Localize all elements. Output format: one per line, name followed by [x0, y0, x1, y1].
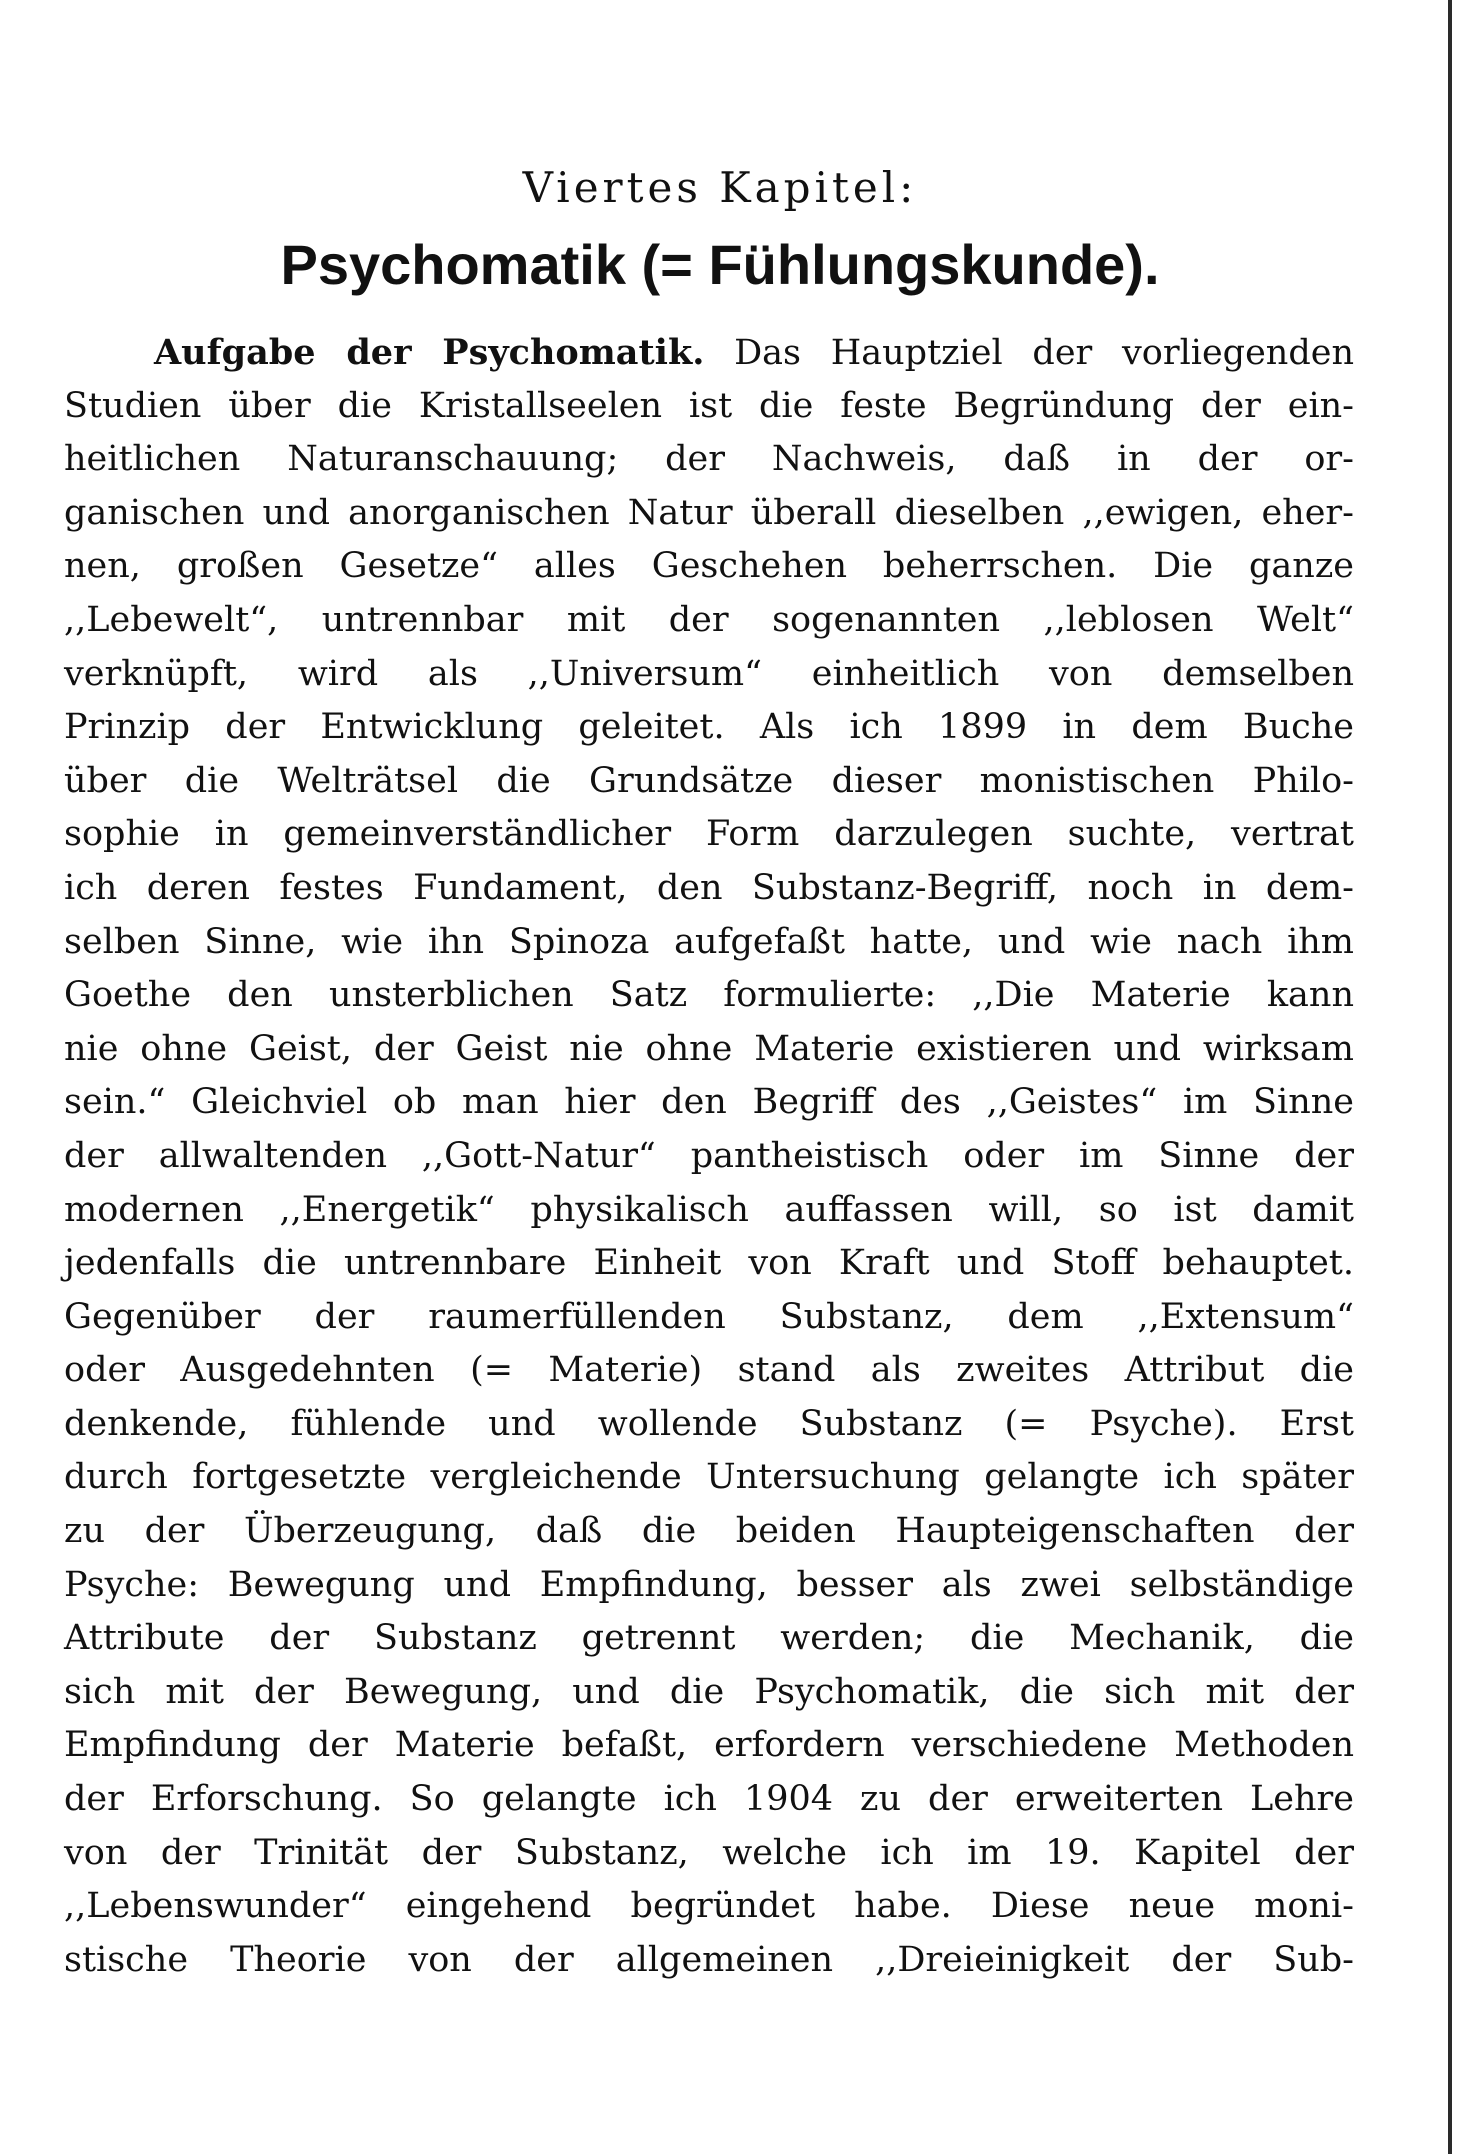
chapter-label: Viertes Kapitel:	[522, 163, 918, 212]
text-line: ,,Lebewelt“, untrennbar mit der sogenannten ,,leblosen Welt“	[64, 599, 1354, 640]
text-line: selben Sinne, wie ihn Spinoza aufgefaßt hatte, und wie nach ihm	[64, 921, 1354, 962]
text-line: heitlichen Naturanschauung; der Nachweis, daß in der or-	[64, 439, 1354, 480]
text-line: zu der Überzeugung, daß die beiden Haupteigenschaften der	[64, 1511, 1354, 1552]
text-line: Gegenüber der raumerfüllenden Substanz, dem ,,Extensum“	[64, 1296, 1354, 1337]
text-line: von der Trinität der Substanz, welche ich im 19. Kapitel der	[64, 1832, 1354, 1873]
text-line: Psyche: Bewegung und Empfindung, besser als zwei selbständige	[64, 1564, 1354, 1605]
text-line	[64, 326, 1354, 380]
text-line: Empfindung der Materie befaßt, erfordern verschiedene Methoden	[64, 1725, 1354, 1766]
body-text	[64, 326, 1354, 1987]
text-line: ich deren festes Fundament, den Substanz-Begriff, noch in dem-	[64, 867, 1354, 908]
text-line: jedenfalls die untrennbare Einheit von Kraft und Stoff behauptet.	[64, 1243, 1354, 1284]
text-line: oder Ausgedehnten (= Materie) stand als zweites Attribut die	[64, 1350, 1354, 1391]
text-line-content: Das Hauptziel der vorliegenden	[704, 333, 1354, 373]
text-line: ganischen und anorganischen Natur überall dieselben ,,ewigen, eher-	[64, 492, 1354, 533]
text-line: ,,Lebenswunder“ eingehend begründet habe. Diese neue moni-	[64, 1886, 1354, 1927]
text-line: sein.“ Gleichviel ob man hier den Begriff des ,,Geistes“ im Sinne	[64, 1082, 1354, 1123]
chapter-title: Psychomatik (= Fühlungskunde).	[280, 233, 1160, 296]
text-line: modernen ,,Energetik“ physikalisch auffassen will, so ist damit	[64, 1189, 1354, 1230]
text-line: über die Welträtsel die Grundsätze dieser monistischen Philo-	[64, 760, 1354, 801]
text-line: Attribute der Substanz getrennt werden; die Mechanik, die	[64, 1618, 1354, 1659]
text-line: der allwaltenden ,,Gott-Natur“ pantheistisch oder im Sinne der	[64, 1135, 1354, 1176]
text-line: Prinzip der Entwicklung geleitet. Als ich 1899 in dem Buche	[64, 707, 1354, 748]
text-line: Goethe den unsterblichen Satz formulierte: ,,Die Materie kann	[64, 975, 1354, 1016]
text-line: nie ohne Geist, der Geist nie ohne Materie existieren und wirksam	[64, 1028, 1354, 1069]
text-line: durch fortgesetzte vergleichende Untersuchung gelangte ich später	[64, 1457, 1354, 1498]
text-line: sophie in gemeinverständlicher Form darzulegen suchte, vertrat	[64, 814, 1354, 855]
page-edge-shadow	[1448, 0, 1452, 2154]
text-line: sich mit der Bewegung, und die Psychomatik, die sich mit der	[64, 1671, 1354, 1712]
text-line: nen, großen Gesetze“ alles Geschehen beherrschen. Die ganze	[64, 546, 1354, 587]
text-line: der Erforschung. So gelangte ich 1904 zu der erweiterten Lehre	[64, 1779, 1354, 1820]
text-line: Studien über die Kristallseelen ist die feste Begründung der ein-	[64, 385, 1354, 426]
text-line: verknüpft, wird als ,,Universum“ einheitlich von demselben	[64, 653, 1354, 694]
section-heading: Aufgabe der Psychomatik.	[154, 332, 705, 373]
text-line: denkende, fühlende und wollende Substanz (= Psyche). Erst	[64, 1403, 1354, 1444]
text-line: stische Theorie von der allgemeinen ,,Dreieinigkeit der Sub-	[64, 1939, 1354, 1980]
